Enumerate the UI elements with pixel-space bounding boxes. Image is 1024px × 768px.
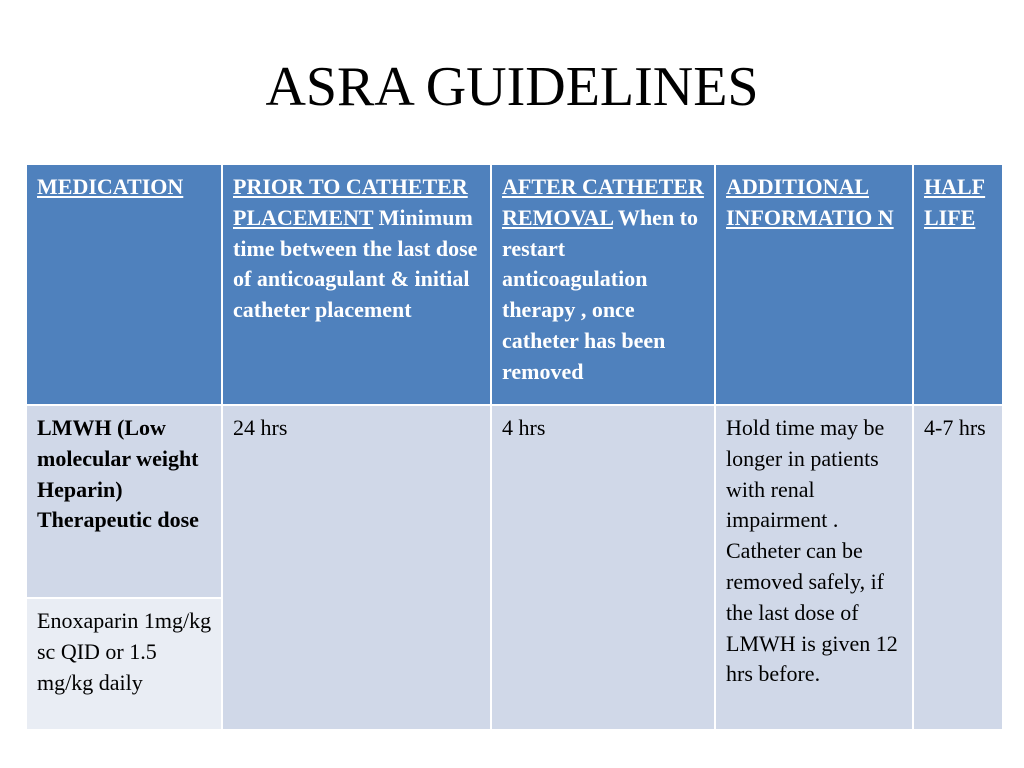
header-prior-label: PRIOR TO CATHETER PLACEMENT — [233, 174, 468, 230]
header-half-life — [913, 164, 1003, 405]
header-medication-label: MEDICATION — [37, 174, 184, 199]
header-after-description: When to restart anticoagulation therapy , once catheter has been removed — [502, 204, 699, 384]
cell-additional: Hold time may be longer in patients with renal impairment . Catheter can be removed safely, if the last dose of LMWH is given 12 hrs before. — [715, 405, 913, 730]
header-additional-information — [715, 164, 913, 405]
cell-prior: 24 hrs — [222, 405, 491, 730]
header-additional-label: ADDITIONAL INFORMATIO N — [726, 174, 894, 230]
cell-medication-detail: Enoxaparin 1mg/kg sc QID or 1.5 mg/kg daily — [26, 598, 222, 730]
header-medication — [26, 164, 222, 405]
cell-half-life: 4-7 hrs — [913, 405, 1003, 730]
guidelines-table — [25, 163, 1004, 731]
header-prior-to-catheter-placement — [222, 164, 491, 405]
header-after-label: AFTER CATHETER REMOVAL — [502, 174, 704, 230]
table-row — [26, 405, 1003, 598]
header-row — [26, 164, 1003, 405]
header-prior-description: Minimum time between the last dose of anticoagulant & initial catheter placement — [233, 204, 478, 323]
slide-title: ASRA GUIDELINES — [265, 56, 759, 118]
header-after-catheter-removal — [491, 164, 715, 405]
header-half-life-label: HALF LIFE — [924, 174, 986, 230]
cell-medication: LMWH (Low molecular weight Heparin) Therapeutic dose — [26, 405, 222, 598]
cell-after: 4 hrs — [491, 405, 715, 730]
